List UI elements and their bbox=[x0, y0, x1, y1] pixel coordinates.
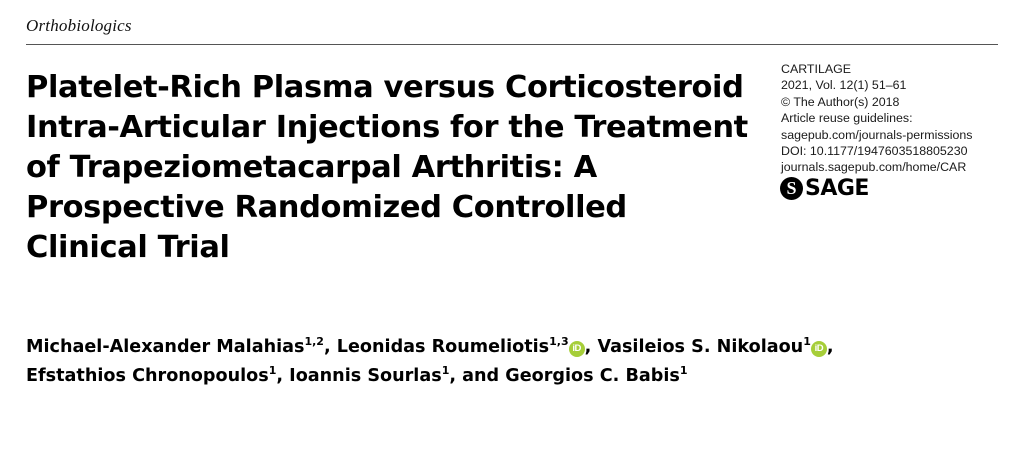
author-name: Ioannis Sourlas bbox=[289, 366, 442, 386]
author-separator: , bbox=[826, 337, 834, 357]
author-name: Georgios C. Babis bbox=[505, 366, 680, 386]
author-line-2 bbox=[26, 362, 986, 391]
author-name: Leonidas Roumeliotis bbox=[336, 337, 550, 357]
copyright-line: © The Author(s) 2018 bbox=[781, 94, 900, 109]
journal-metadata bbox=[781, 61, 1001, 176]
author-affiliation-marker: 1 bbox=[679, 364, 688, 378]
orcid-icon[interactable]: iD bbox=[811, 341, 827, 357]
header-divider bbox=[26, 44, 998, 45]
reuse-guidelines-label: Article reuse guidelines: bbox=[781, 111, 913, 126]
reuse-guidelines-link[interactable]: sagepub.com/journals-permissions bbox=[781, 127, 973, 142]
journal-home-link[interactable]: journals.sagepub.com/home/CAR bbox=[781, 160, 967, 175]
author-separator: , bbox=[584, 337, 598, 357]
author-affiliation-marker: 1,3 bbox=[549, 335, 569, 349]
journal-name: CARTILAGE bbox=[781, 62, 852, 76]
author-name: Efstathios Chronopoulos bbox=[26, 366, 269, 386]
author-line-1 bbox=[26, 333, 986, 362]
sage-logo bbox=[780, 175, 869, 201]
author-affiliation-marker: 1 bbox=[441, 364, 450, 378]
author-list bbox=[26, 333, 986, 391]
doi-line[interactable]: DOI: 10.1177/1947603518805230 bbox=[781, 144, 968, 159]
author-separator: , and bbox=[449, 366, 506, 386]
running-head: Orthobiologics bbox=[26, 16, 132, 35]
title-block bbox=[26, 68, 756, 268]
orcid-icon[interactable]: iD bbox=[569, 341, 585, 357]
author-affiliation-marker: 1 bbox=[268, 364, 277, 378]
author-affiliation-marker: 1 bbox=[803, 335, 811, 349]
author-name: Michael-Alexander Malahias bbox=[26, 337, 305, 357]
author-name: Vasileios S. Nikolaou bbox=[597, 337, 804, 357]
author-affiliation-marker: 1,2 bbox=[304, 335, 324, 349]
page-title: Platelet-Rich Plasma versus Corticosteroid Intra-Articular Injections for the Treatment of Trapeziometacarpal Arthritis: A Prospective Randomized Controlled Clinical Trial bbox=[26, 70, 748, 265]
sage-mark-icon: S bbox=[780, 177, 803, 200]
volume-line: 2021, Vol. 12(1) 51–61 bbox=[781, 78, 907, 93]
author-separator: , bbox=[323, 337, 337, 357]
sage-wordmark: SAGE bbox=[805, 175, 869, 201]
author-separator: , bbox=[276, 366, 290, 386]
